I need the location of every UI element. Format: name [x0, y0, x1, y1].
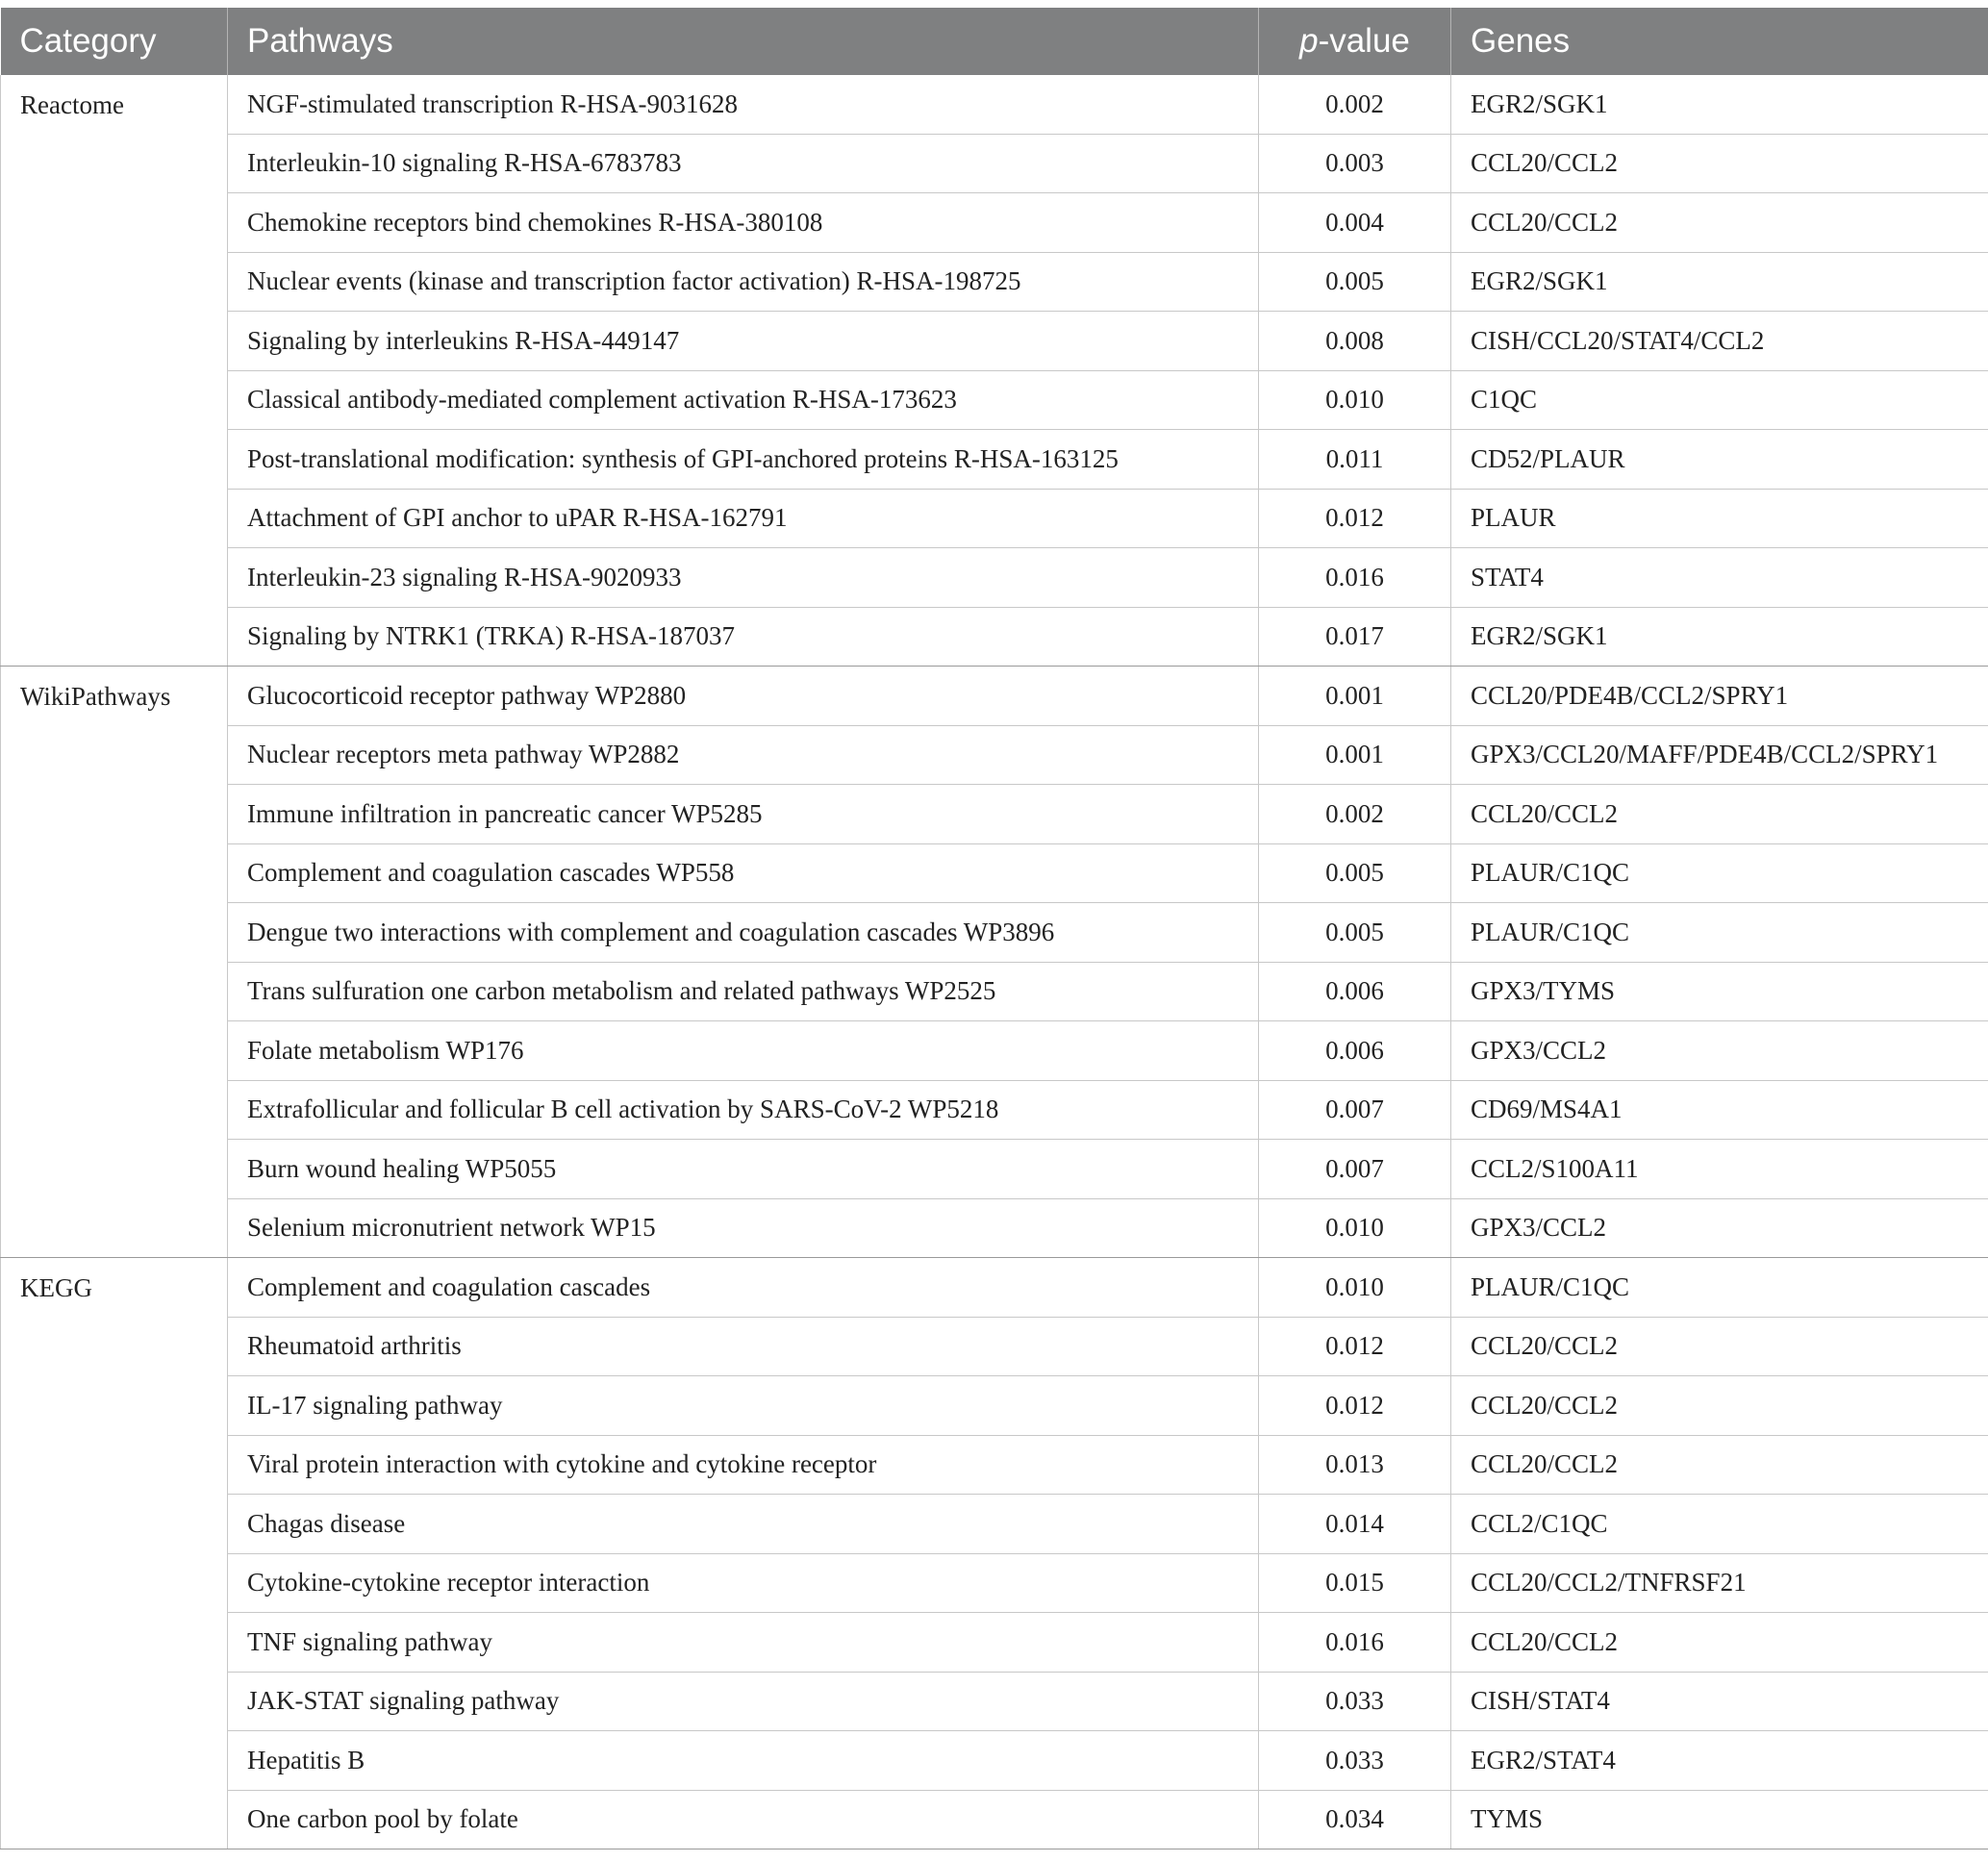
table-row [1, 1376, 1988, 1436]
p-value-cell: 0.004 [1259, 193, 1451, 253]
table-row [1, 1672, 1988, 1731]
pathway-cell: JAK-STAT signaling pathway [228, 1672, 1259, 1731]
category-cell: KEGG [1, 1258, 228, 1849]
genes-cell: STAT4 [1451, 548, 1988, 608]
pathway-cell: Classical antibody-mediated complement activation R-HSA-173623 [228, 370, 1259, 430]
p-value-cell: 0.002 [1259, 785, 1451, 844]
pathway-cell: Signaling by interleukins R-HSA-449147 [228, 312, 1259, 371]
p-value-cell: 0.006 [1259, 962, 1451, 1021]
pathway-cell: Selenium micronutrient network WP15 [228, 1198, 1259, 1258]
pathway-cell: Signaling by NTRK1 (TRKA) R-HSA-187037 [228, 607, 1259, 667]
p-value-cell: 0.010 [1259, 370, 1451, 430]
p-value-cell: 0.003 [1259, 134, 1451, 193]
pathway-cell: Interleukin-10 signaling R-HSA-6783783 [228, 134, 1259, 193]
table-row [1, 1140, 1988, 1199]
pathway-cell: Burn wound healing WP5055 [228, 1140, 1259, 1199]
table-row [1, 785, 1988, 844]
table-header [1, 8, 1988, 75]
table-row [1, 489, 1988, 548]
table-row [1, 1790, 1988, 1849]
table-row [1, 75, 1988, 134]
table-row [1, 193, 1988, 253]
p-value-cell: 0.013 [1259, 1435, 1451, 1495]
table-row [1, 1258, 1988, 1318]
p-value-cell: 0.034 [1259, 1790, 1451, 1849]
p-value-cell: 0.016 [1259, 1613, 1451, 1673]
pathway-cell: Interleukin-23 signaling R-HSA-9020933 [228, 548, 1259, 608]
table-row [1, 1080, 1988, 1140]
genes-cell: CCL20/PDE4B/CCL2/SPRY1 [1451, 667, 1988, 726]
table-row [1, 1198, 1988, 1258]
table-body [1, 75, 1988, 1849]
p-value-cell: 0.005 [1259, 252, 1451, 312]
p-value-cell: 0.010 [1259, 1258, 1451, 1318]
genes-cell: PLAUR/C1QC [1451, 843, 1988, 903]
header-genes: Genes [1451, 8, 1988, 75]
p-value-cell: 0.033 [1259, 1672, 1451, 1731]
table-row [1, 252, 1988, 312]
pathway-cell: Viral protein interaction with cytokine and cytokine receptor [228, 1435, 1259, 1495]
p-value-cell: 0.010 [1259, 1198, 1451, 1258]
genes-cell: CCL2/C1QC [1451, 1495, 1988, 1554]
genes-cell: GPX3/CCL20/MAFF/PDE4B/CCL2/SPRY1 [1451, 725, 1988, 785]
pathway-cell: Cytokine-cytokine receptor interaction [228, 1553, 1259, 1613]
p-value-cell: 0.007 [1259, 1080, 1451, 1140]
pathway-cell: Complement and coagulation cascades [228, 1258, 1259, 1318]
pathway-cell: Complement and coagulation cascades WP558 [228, 843, 1259, 903]
pathway-cell: Trans sulfuration one carbon metabolism and related pathways WP2525 [228, 962, 1259, 1021]
table-row [1, 607, 1988, 667]
p-value-cell: 0.033 [1259, 1731, 1451, 1791]
p-value-cell: 0.007 [1259, 1140, 1451, 1199]
genes-cell: PLAUR/C1QC [1451, 1258, 1988, 1318]
genes-cell: CCL20/CCL2 [1451, 785, 1988, 844]
table-row [1, 843, 1988, 903]
genes-cell: CCL20/CCL2 [1451, 1376, 1988, 1436]
p-value-cell: 0.006 [1259, 1021, 1451, 1081]
pathway-cell: Nuclear receptors meta pathway WP2882 [228, 725, 1259, 785]
genes-cell: C1QC [1451, 370, 1988, 430]
p-value-cell: 0.015 [1259, 1553, 1451, 1613]
header-row [1, 8, 1988, 75]
p-value-cell: 0.001 [1259, 725, 1451, 785]
pathway-cell: Post-translational modification: synthesis of GPI-anchored proteins R-HSA-163125 [228, 430, 1259, 490]
table-row [1, 1435, 1988, 1495]
genes-cell: CCL20/CCL2 [1451, 1317, 1988, 1376]
table-row [1, 1495, 1988, 1554]
category-cell: Reactome [1, 75, 228, 667]
p-value-cell: 0.005 [1259, 843, 1451, 903]
p-value-cell: 0.012 [1259, 1376, 1451, 1436]
genes-cell: EGR2/SGK1 [1451, 75, 1988, 134]
pathway-cell: One carbon pool by folate [228, 1790, 1259, 1849]
table-row [1, 1021, 1988, 1081]
p-value-cell: 0.008 [1259, 312, 1451, 371]
genes-cell: EGR2/SGK1 [1451, 252, 1988, 312]
header-p-value [1259, 8, 1451, 75]
table-row [1, 962, 1988, 1021]
p-value-cell: 0.001 [1259, 667, 1451, 726]
header-category: Category [1, 8, 228, 75]
pathway-cell: IL-17 signaling pathway [228, 1376, 1259, 1436]
table-row [1, 725, 1988, 785]
genes-cell: EGR2/STAT4 [1451, 1731, 1988, 1791]
header-pathways: Pathways [228, 8, 1259, 75]
p-value-cell: 0.005 [1259, 903, 1451, 963]
genes-cell: GPX3/CCL2 [1451, 1198, 1988, 1258]
p-value-cell: 0.017 [1259, 607, 1451, 667]
pathway-cell: NGF-stimulated transcription R-HSA-9031628 [228, 75, 1259, 134]
pathway-cell: Chagas disease [228, 1495, 1259, 1554]
pathway-cell: Nuclear events (kinase and transcription factor activation) R-HSA-198725 [228, 252, 1259, 312]
genes-cell: CCL20/CCL2 [1451, 134, 1988, 193]
pathway-cell: Immune infiltration in pancreatic cancer WP5285 [228, 785, 1259, 844]
p-value-cell: 0.016 [1259, 548, 1451, 608]
p-value-cell: 0.014 [1259, 1495, 1451, 1554]
table-row [1, 903, 1988, 963]
category-cell: WikiPathways [1, 667, 228, 1258]
pathway-cell: Rheumatoid arthritis [228, 1317, 1259, 1376]
table-row [1, 312, 1988, 371]
genes-cell: CISH/STAT4 [1451, 1672, 1988, 1731]
pathway-cell: Folate metabolism WP176 [228, 1021, 1259, 1081]
genes-cell: CCL20/CCL2 [1451, 193, 1988, 253]
table-row [1, 1613, 1988, 1673]
genes-cell: CD69/MS4A1 [1451, 1080, 1988, 1140]
genes-cell: GPX3/CCL2 [1451, 1021, 1988, 1081]
table-row [1, 667, 1988, 726]
genes-cell: CD52/PLAUR [1451, 430, 1988, 490]
p-value-cell: 0.002 [1259, 75, 1451, 134]
genes-cell: EGR2/SGK1 [1451, 607, 1988, 667]
genes-cell: CCL20/CCL2/TNFRSF21 [1451, 1553, 1988, 1613]
pathway-cell: Hepatitis B [228, 1731, 1259, 1791]
table-row [1, 1731, 1988, 1791]
table-row [1, 548, 1988, 608]
genes-cell: GPX3/TYMS [1451, 962, 1988, 1021]
pathway-cell: Extrafollicular and follicular B cell activation by SARS-CoV-2 WP5218 [228, 1080, 1259, 1140]
genes-cell: PLAUR/C1QC [1451, 903, 1988, 963]
pathway-cell: Chemokine receptors bind chemokines R-HSA-380108 [228, 193, 1259, 253]
pathway-cell: Attachment of GPI anchor to uPAR R-HSA-162791 [228, 489, 1259, 548]
p-value-cell: 0.012 [1259, 1317, 1451, 1376]
pathway-cell: Glucocorticoid receptor pathway WP2880 [228, 667, 1259, 726]
p-value-cell: 0.011 [1259, 430, 1451, 490]
p-value-cell: 0.012 [1259, 489, 1451, 548]
header-p-rest: -value [1318, 22, 1410, 60]
genes-cell: CCL2/S100A11 [1451, 1140, 1988, 1199]
table-row [1, 430, 1988, 490]
table-row [1, 1553, 1988, 1613]
pathway-cell: TNF signaling pathway [228, 1613, 1259, 1673]
header-p-italic: p [1299, 22, 1319, 60]
genes-cell: CISH/CCL20/STAT4/CCL2 [1451, 312, 1988, 371]
table-row [1, 370, 1988, 430]
pathway-cell: Dengue two interactions with complement and coagulation cascades WP3896 [228, 903, 1259, 963]
pathway-enrichment-table [0, 8, 1988, 1849]
genes-cell: TYMS [1451, 1790, 1988, 1849]
table-row [1, 134, 1988, 193]
genes-cell: PLAUR [1451, 489, 1988, 548]
table-row [1, 1317, 1988, 1376]
genes-cell: CCL20/CCL2 [1451, 1435, 1988, 1495]
genes-cell: CCL20/CCL2 [1451, 1613, 1988, 1673]
